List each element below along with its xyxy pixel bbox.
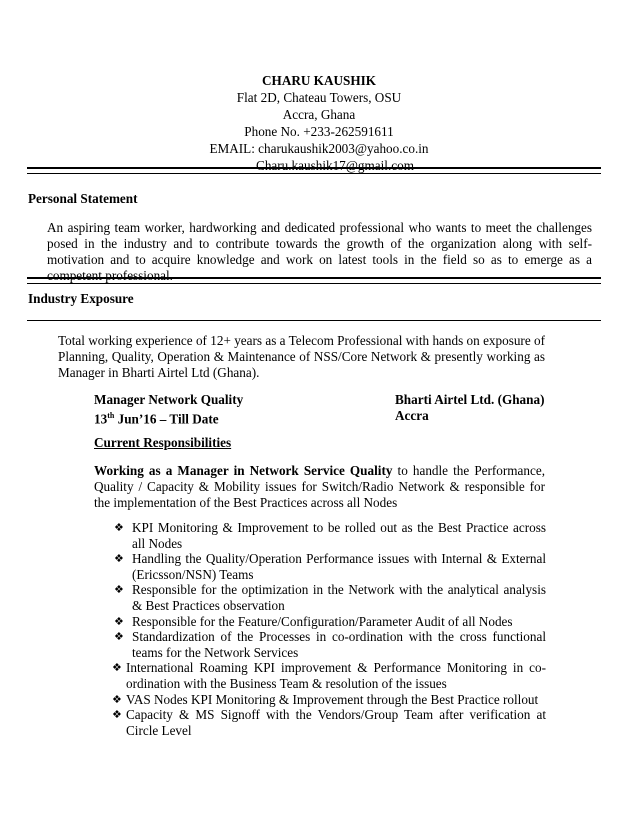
responsibilities-heading: Current Responsibilities <box>94 435 232 450</box>
job-role: Manager Network Quality <box>94 392 244 407</box>
diamond-bullet-icon: ❖ <box>114 630 124 644</box>
diamond-bullet-icon: ❖ <box>112 708 122 722</box>
contact-header <box>0 72 638 174</box>
role-intro-rest: to handle the Performance, Quality / Capacity & Mobility issues for Switch/Radio Network & responsible for the implementation of the Best Practices across all Nodes <box>94 463 546 510</box>
diamond-bullet-icon: ❖ <box>114 521 124 534</box>
list-item: ❖ KPI Monitoring & Improvement to be rolled out as the Best Practice across all Nodes <box>114 520 546 551</box>
responsibilities-list <box>112 520 546 738</box>
section-divider <box>27 320 601 321</box>
address-line-2: Accra, Ghana <box>282 107 356 122</box>
personal-statement-heading: Personal Statement <box>28 191 138 206</box>
personal-statement-text: An aspiring team worker, hardworking and dedicated professional who wants to meet the challenges posed in the industry and to contribute towards the growth of the organization along with self-motivation and to acquire knowledge and work on latest tools in the field so as to emerge as a competent professional. <box>47 220 592 283</box>
address-line-1: Flat 2D, Chateau Towers, OSU <box>236 90 402 105</box>
role-intro-bold: Working as a Manager in Network Service Quality <box>94 463 393 478</box>
candidate-name: CHARU KAUSHIK <box>262 73 376 88</box>
list-item: ❖ Responsible for the Feature/Configuration/Parameter Audit of all Nodes <box>114 613 513 629</box>
job-date-suffix: th <box>107 411 115 420</box>
role-intro <box>94 463 545 511</box>
job-date-day: 13 <box>94 411 108 427</box>
list-item: ❖ Handling the Quality/Operation Performance issues with Internal & External (Ericsson/NSN) Teams <box>114 551 546 582</box>
list-item: ❖ Responsible for the optimization in the Network with the analytical analysis & Best Practices observation <box>114 582 546 613</box>
job-location: Accra <box>395 408 429 423</box>
list-item: ❖ Capacity & MS Signoff with the Vendors/Group Team after verification at Circle Level <box>112 707 546 738</box>
diamond-bullet-icon: ❖ <box>114 583 124 597</box>
job-entry <box>94 392 554 427</box>
section-divider <box>27 167 601 174</box>
experience-summary: Total working experience of 12+ years as a Telecom Professional with hands on exposure of Planning, Quality, Operation & Maintenance of NSS/Core Network & presently working as Manager in Bharti Airtel Ltd (Ghana). <box>58 333 545 380</box>
email-secondary: Charu.kaushik17@gmail.com <box>256 158 414 173</box>
section-divider <box>27 277 601 284</box>
email-primary: EMAIL: charukaushik2003@yahoo.co.in <box>209 141 429 156</box>
phone-number: Phone No. +233-262591611 <box>244 124 394 139</box>
diamond-bullet-icon: ❖ <box>112 661 122 675</box>
job-company: Bharti Airtel Ltd. (Ghana) <box>395 392 545 407</box>
list-item: ❖ VAS Nodes KPI Monitoring & Improvement through the Best Practice rollout <box>112 691 539 707</box>
diamond-bullet-icon: ❖ <box>112 692 122 706</box>
job-date-rest: Jun’16 – Till Date <box>114 411 219 427</box>
list-item: ❖ International Roaming KPI improvement & Performance Monitoring in co-ordination with the Business Team & resolution of the issues <box>112 660 546 691</box>
list-item: ❖ Standardization of the Processes in co-ordination with the cross functional teams for the Network Services <box>114 629 546 660</box>
job-dates <box>94 408 554 427</box>
industry-exposure-heading: Industry Exposure <box>28 291 134 306</box>
diamond-bullet-icon: ❖ <box>114 552 124 566</box>
diamond-bullet-icon: ❖ <box>114 614 124 628</box>
